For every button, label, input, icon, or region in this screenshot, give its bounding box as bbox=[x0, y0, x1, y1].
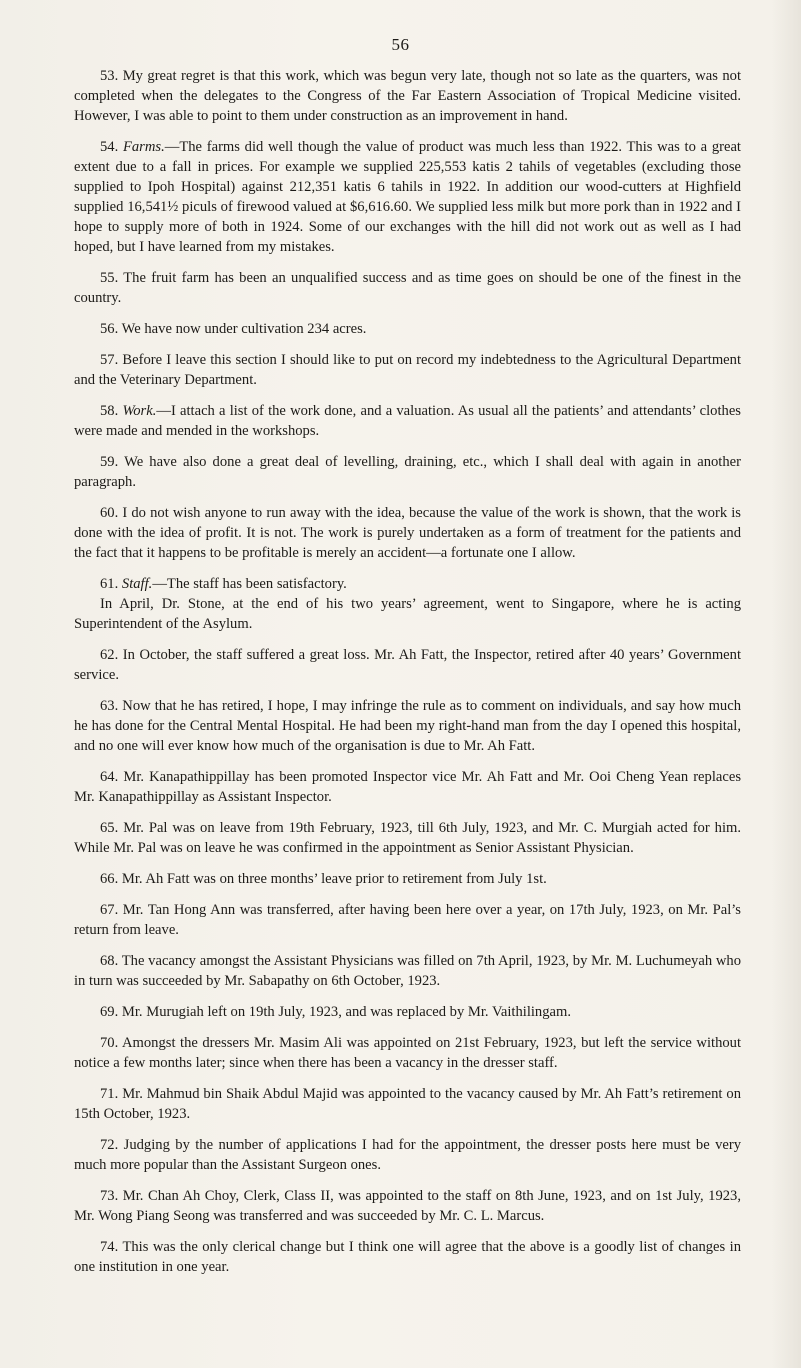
section-heading-staff: Staff. bbox=[121, 576, 153, 592]
paragraph-text: The vacancy amongst the Assistant Physicians was filled on 7th April, 1923, by Mr. M. Luchumeyah who in turn was succeeded by Mr. Sabapathy on 6th October, 1923. bbox=[74, 953, 741, 989]
paragraph-text: I do not wish anyone to run away with the idea, because the value of the work is shown, that the work is done with the idea of profit. It is not. The work is purely undertaken as a form of treatment for the patients and the fact that it happens to be profitable is merely an accident—a fortunate one I allow. bbox=[74, 505, 741, 561]
paragraph-65 bbox=[74, 818, 741, 858]
paragraph-text: In October, the staff suffered a great loss. Mr. Ah Fatt, the Inspector, retired after 40 years’ Government service. bbox=[74, 647, 741, 683]
paragraph-number: 55. bbox=[100, 270, 119, 286]
paragraph-56 bbox=[74, 319, 741, 339]
paragraph-text: —The farms did well though the value of product was much less than 1922. This was to a great extent due to a fall in prices. For example we supplied 225,553 katis 2 tahils of vegetables (excluding those supplied to Ipoh Hospital) against 212,351 katis 6 tahils in 1922. In addition our wood-cutters at Highfield supplied 16,541½ piculs of firewood valued at $6,616.60. We supplied less milk but more pork than in 1922 and I hope to supply more of both in 1924. Some of our exchanges with the hill did not work out as well as I had hoped, but I have learned from my mistakes. bbox=[74, 139, 741, 255]
paragraph-69 bbox=[74, 1002, 741, 1022]
paragraph-63 bbox=[74, 696, 741, 756]
paragraph-number: 61. bbox=[100, 576, 119, 592]
paragraph-61 bbox=[74, 574, 741, 594]
paragraph-74 bbox=[74, 1237, 741, 1277]
paragraph-text: Mr. Chan Ah Choy, Clerk, Class II, was appointed to the staff on 8th June, 1923, and on 1st July, 1923, Mr. Wong Piang Seong was transferred and was succeeded by Mr. C. L. Marcus. bbox=[74, 1188, 741, 1224]
paragraph-73 bbox=[74, 1186, 741, 1226]
paragraph-text: Mr. Ah Fatt was on three months’ leave prior to retirement from July 1st. bbox=[121, 871, 547, 887]
paragraph-number: 71. bbox=[100, 1086, 119, 1102]
paragraph-number: 53. bbox=[100, 68, 119, 84]
paragraph-54 bbox=[74, 137, 741, 257]
paragraph-number: 74. bbox=[100, 1239, 119, 1255]
paragraph-number: 73. bbox=[100, 1188, 119, 1204]
paragraph-number: 69. bbox=[100, 1004, 119, 1020]
paragraph-number: 58. bbox=[100, 403, 119, 419]
paragraph-70 bbox=[74, 1033, 741, 1073]
page-number: 56 bbox=[391, 35, 410, 54]
paragraph-58 bbox=[74, 401, 741, 441]
page-edge-shadow bbox=[771, 0, 801, 1368]
paragraph-text: —The staff has been satisfactory. bbox=[152, 576, 347, 592]
paragraph-62 bbox=[74, 645, 741, 685]
section-heading-farms: Farms. bbox=[122, 139, 165, 155]
paragraph-text: Mr. Pal was on leave from 19th February, 1923, till 6th July, 1923, and Mr. C. Murgiah acted for him. While Mr. Pal was on leave he was confirmed in the appointment as Senior Assistant Physician. bbox=[74, 820, 742, 856]
paragraph-60 bbox=[74, 503, 741, 563]
paragraph-67 bbox=[74, 900, 741, 940]
paragraph-text: Judging by the number of applications I had for the appointment, the dresser posts here must be very much more popular than the Assistant Surgeon ones. bbox=[74, 1137, 741, 1173]
paragraph-53 bbox=[74, 66, 741, 126]
paragraph-number: 72. bbox=[100, 1137, 119, 1153]
paragraph-text: We have also done a great deal of levelling, draining, etc., which I shall deal with again in another paragraph. bbox=[74, 454, 741, 490]
paragraph-text: This was the only clerical change but I think one will agree that the above is a goodly list of changes in one institution in one year. bbox=[74, 1239, 741, 1275]
paragraph-number: 64. bbox=[100, 769, 119, 785]
paragraph-text: —I attach a list of the work done, and a valuation. As usual all the patients’ and attendants’ clothes were made and mended in the workshops. bbox=[74, 403, 741, 439]
paragraph-number: 57. bbox=[100, 352, 119, 368]
paragraph-71 bbox=[74, 1084, 741, 1124]
paragraph-text: Mr. Kanapathippillay has been promoted Inspector vice Mr. Ah Fatt and Mr. Ooi Cheng Yean replaces Mr. Kanapathippillay as Assistant Inspector. bbox=[74, 769, 741, 805]
paragraph-number: 66. bbox=[100, 871, 119, 887]
paragraph-57 bbox=[74, 350, 741, 390]
report-body bbox=[74, 66, 741, 1288]
paragraph-text: Mr. Tan Hong Ann was transferred, after having been here over a year, on 17th July, 1923, on Mr. Pal’s return from leave. bbox=[74, 902, 741, 938]
paragraph-text: Amongst the dressers Mr. Masim Ali was appointed on 21st February, 1923, but left the service without notice a few months later; since when there has been a vacancy in the dresser staff. bbox=[74, 1035, 742, 1071]
paragraph-text: Now that he has retired, I hope, I may infringe the rule as to comment on individuals, and say how much he has done for the Central Mental Hospital. He had been my right-hand man from the day I opened this hospital, and no one will ever know how much of the organisation is due to Mr. Ah Fatt. bbox=[74, 698, 741, 754]
paragraph-text: Mr. Mahmud bin Shaik Abdul Majid was appointed to the vacancy caused by Mr. Ah Fatt’s retirement on 15th October, 1923. bbox=[74, 1086, 741, 1122]
paragraph-number: 59. bbox=[100, 454, 119, 470]
paragraph-59 bbox=[74, 452, 741, 492]
paragraph-number: 70. bbox=[100, 1035, 119, 1051]
paragraph-72 bbox=[74, 1135, 741, 1175]
paragraph-text: Mr. Murugiah left on 19th July, 1923, and was replaced by Mr. Vaithilingam. bbox=[121, 1004, 572, 1020]
paragraph-66 bbox=[74, 869, 741, 889]
paragraph-number: 54. bbox=[100, 139, 119, 155]
paragraph-text: We have now under cultivation 234 acres. bbox=[121, 321, 367, 337]
paragraph-number: 62. bbox=[100, 647, 119, 663]
paragraph-number: 60. bbox=[100, 505, 119, 521]
paragraph-number: 67. bbox=[100, 902, 119, 918]
paragraph-55 bbox=[74, 268, 741, 308]
section-heading-work: Work. bbox=[122, 403, 157, 419]
paragraph-number: 68. bbox=[100, 953, 119, 969]
paragraph-68 bbox=[74, 951, 741, 991]
paragraph-text: The fruit farm has been an unqualified success and as time goes on should be one of the finest in the country. bbox=[74, 270, 741, 306]
paragraph-number: 65. bbox=[100, 820, 119, 836]
paragraph-text: Before I leave this section I should like to put on record my indebtedness to the Agricultural Department and the Veterinary Department. bbox=[74, 352, 742, 388]
paragraph-61-continued bbox=[74, 594, 741, 634]
paragraph-text: In April, Dr. Stone, at the end of his two years’ agreement, went to Singapore, where he is acting Superintendent of the Asylum. bbox=[74, 596, 741, 632]
paragraph-number: 63. bbox=[100, 698, 119, 714]
paragraph-text: My great regret is that this work, which was begun very late, though not so late as the quarters, was not completed when the delegates to the Congress of the Far Eastern Association of Tropical Medicine visited. However, I was able to point to them under construction as an improvement in hand. bbox=[74, 68, 741, 124]
paragraph-number: 56. bbox=[100, 321, 119, 337]
paragraph-64 bbox=[74, 767, 741, 807]
